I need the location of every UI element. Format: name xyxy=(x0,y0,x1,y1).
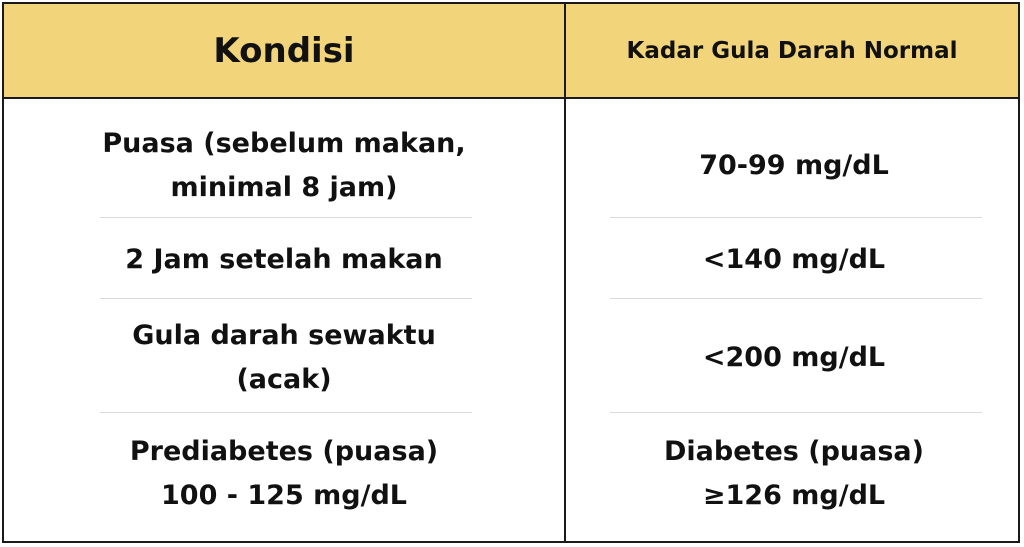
table-row-4-condition xyxy=(64,424,504,524)
row-separator xyxy=(100,217,472,218)
table-row-4-value xyxy=(584,424,1004,524)
column-divider xyxy=(564,4,566,541)
row-4-value-line-1: Diabetes (puasa) xyxy=(664,436,924,467)
table-row-3-condition xyxy=(64,308,504,408)
row-separator xyxy=(610,298,982,299)
header-kadar-gula-darah-normal: Kadar Gula Darah Normal xyxy=(626,37,958,64)
row-4-condition-line-2: 100 - 125 mg/dL xyxy=(161,480,407,511)
table-row-2-value xyxy=(584,226,1004,294)
row-2-value: <140 mg/dL xyxy=(702,244,886,275)
table-header xyxy=(4,4,1018,99)
row-3-condition-line-1: Gula darah sewaktu xyxy=(132,320,436,351)
row-separator xyxy=(610,217,982,218)
row-1-condition-line-1: Puasa (sebelum makan, xyxy=(102,128,466,159)
header-kondisi: Kondisi xyxy=(213,30,355,71)
row-separator xyxy=(100,412,472,413)
table-row-2-condition xyxy=(64,226,504,294)
table-row-1-condition xyxy=(64,116,504,216)
table-row-1-value xyxy=(584,116,1004,216)
row-1-condition-line-2: minimal 8 jam) xyxy=(170,172,398,203)
blood-sugar-table xyxy=(2,2,1020,543)
row-3-value: <200 mg/dL xyxy=(702,342,886,373)
row-3-condition-line-2: (acak) xyxy=(236,364,332,395)
row-2-condition: 2 Jam setelah makan xyxy=(125,244,443,275)
row-separator xyxy=(100,298,472,299)
row-4-condition-line-1: Prediabetes (puasa) xyxy=(129,436,439,467)
row-4-value-line-2: ≥126 mg/dL xyxy=(702,480,886,511)
row-1-value: 70-99 mg/dL xyxy=(699,150,889,181)
table-row-3-value xyxy=(584,308,1004,408)
row-separator xyxy=(610,412,982,413)
